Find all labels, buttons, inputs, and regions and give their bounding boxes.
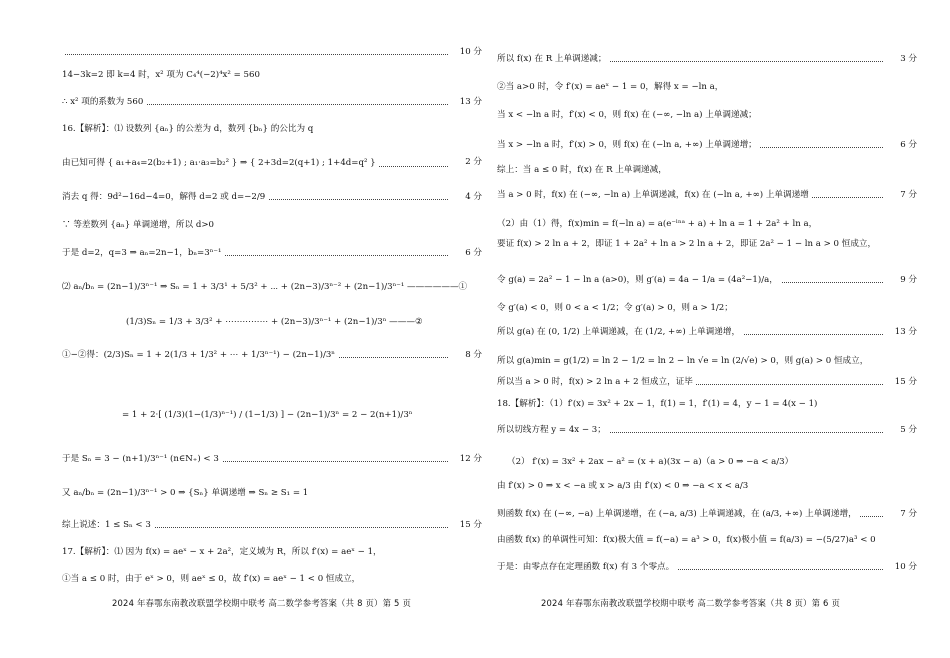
line-text: 于是 d=2，q=3 ⇒ aₙ=2n−1，bₙ=3ⁿ⁻¹ xyxy=(62,248,224,258)
score-line xyxy=(62,348,482,362)
score-line xyxy=(62,190,482,204)
text-line xyxy=(497,533,917,547)
text-line xyxy=(497,217,917,231)
score-line xyxy=(497,507,917,521)
score-label: 8 分 xyxy=(465,350,482,360)
line-text: 所以 g(a)min = g(1/2) = ln 2 − 1/2 = ln 2 − ln √e = ln (2/√e) > 0，则 g(a) > 0 恒成立， xyxy=(497,356,871,366)
line-text: ②当 a>0 时，令 f′(x) = aeˣ − 1 = 0，解得 x = −ln a， xyxy=(497,82,726,92)
line-text: ∴ x² 项的系数为 560 xyxy=(62,97,146,107)
page-footer-right: 2024 年春鄂东南教改联盟学校期中联考 高二数学参考答案（共 8 页）第 6 页 xyxy=(541,598,841,608)
line-text: 所以当 a > 0 时，f(x) > 2 ln a + 2 恒成立，证毕 xyxy=(497,377,696,387)
text-line xyxy=(497,108,917,122)
score-line xyxy=(497,188,917,202)
line-text: 又 aₙ/bₙ = (2n−1)/3ⁿ⁻¹ > 0 ⇒ {Sₙ} 单调递增 ⇒ Sₙ ≥ S₁ = 1 xyxy=(62,488,311,498)
score-line xyxy=(62,452,482,466)
score-line xyxy=(497,560,917,574)
equation-line xyxy=(62,315,482,329)
line-text: 所以切线方程 y = 4x − 3； xyxy=(497,425,609,435)
score-label: 2 分 xyxy=(465,157,482,167)
line-text: 消去 q 得：9d²−16d−4=0，解得 d=2 或 d=−2/9 xyxy=(62,192,268,202)
line-text: 由 f′(x) > 0 ⇒ x < −a 或 x > a/3 由 f′(x) < 0 ⇒ −a < x < a/3 xyxy=(497,481,751,491)
score-line xyxy=(62,95,482,109)
text-line xyxy=(497,479,917,493)
line-text: (1/3)Sₙ = 1/3 + 3/3² + ⋯⋯⋯⋯⋯ + (2n−3)/3ⁿ⁻¹ + (2n−1)/3ⁿ ———② xyxy=(126,317,426,327)
line-text: ①当 a ≤ 0 时，由于 eˣ > 0，则 aeˣ ≤ 0，故 f′(x) = aeˣ − 1 < 0 恒成立， xyxy=(62,574,363,584)
page-footer-left: 2024 年春鄂东南教改联盟学校期中联考 高二数学参考答案（共 8 页）第 5 页 xyxy=(112,598,412,608)
line-text: 综上：当 a ≤ 0 时，f(x) 在 R 上单调递减， xyxy=(497,165,670,175)
score-line xyxy=(62,45,482,59)
solution-heading xyxy=(62,122,482,136)
score-label: 15 分 xyxy=(894,377,917,387)
text-line xyxy=(62,572,482,586)
score-label: 3 分 xyxy=(900,54,917,64)
score-line xyxy=(497,423,917,437)
equation-line xyxy=(62,280,482,294)
score-line xyxy=(62,155,482,171)
score-label: 7 分 xyxy=(900,190,917,200)
score-line xyxy=(497,273,917,287)
left-column xyxy=(62,0,482,658)
line-text: 14−3k=2 即 k=4 时，x² 项为 C₄⁴(−2)⁴x² = 560 xyxy=(62,70,263,80)
right-column xyxy=(497,0,917,658)
equation-line xyxy=(62,408,482,422)
line-text: 当 a > 0 时，f(x) 在 (−∞, −ln a) 上单调递减，f(x) 在 (−ln a, +∞) 上单调递增 xyxy=(497,190,812,200)
text-line xyxy=(497,354,917,368)
score-label: 10 分 xyxy=(894,562,917,572)
line-text: 综上说述：1 ≤ Sₙ < 3 xyxy=(62,520,154,530)
line-text: 令 g(a) = 2a² − 1 − ln a (a>0)，则 g′(a) = 4a − 1/a = (4a²−1)/a， xyxy=(497,275,781,285)
line-text: 于是 Sₙ = 3 − (n+1)/3ⁿ⁻¹ (n∈N₊) < 3 xyxy=(62,454,222,464)
score-label: 6 分 xyxy=(465,248,482,258)
solution-heading xyxy=(497,397,917,411)
solution-heading xyxy=(62,545,482,559)
line-text: 所以 g(a) 在 (0, 1/2) 上单调递减，在 (1/2, +∞) 上单调递增， xyxy=(497,327,743,337)
score-label: 10 分 xyxy=(459,47,482,57)
line-text: 18.【解析】：（1）f′(x) = 3x² + 2x − 1，f(1) = 1，f′(1) = 4，y − 1 = 4(x − 1) xyxy=(497,399,820,409)
line-text: 于是：由零点存在定理函数 f(x) 有 3 个零点。 xyxy=(497,562,677,572)
score-label: 7 分 xyxy=(900,509,917,519)
line-text: 则函数 f(x) 在 (−∞, −a) 上单调递增，在 (−a, a/3) 上单调递减，在 (a/3, +∞) 上单调递增， xyxy=(497,509,860,519)
score-line xyxy=(62,246,482,260)
score-line xyxy=(497,52,917,66)
line-text: 16.【解析】：⑴ 设数列 {aₙ} 的公差为 d，数列 {bₙ} 的公比为 q xyxy=(62,124,316,134)
equation-line xyxy=(497,455,917,469)
text-line xyxy=(497,301,917,315)
score-line xyxy=(62,518,482,532)
line-text: （2） f′(x) = 3x² + 2ax − a² = (x + a)(3x − a)（a > 0 ⇒ −a < a/3） xyxy=(507,457,796,467)
line-text: （2）由（1）得，f(x)min = f(−ln a) = a(e⁻ˡⁿᵃ + a) + ln a = 1 + 2a² + ln a， xyxy=(497,219,820,229)
score-label: 13 分 xyxy=(894,327,917,337)
score-label: 4 分 xyxy=(465,192,482,202)
line-text: 由函数 f(x) 的单调性可知：f(x)极大值 = f(−a) = a³ > 0，f(x)极小值 = f(a/3) = −(5/27)a³ < 0 xyxy=(497,535,879,545)
score-label: 6 分 xyxy=(900,140,917,150)
score-line xyxy=(497,138,917,152)
score-label: 9 分 xyxy=(900,275,917,285)
line-text: 当 x < −ln a 时，f′(x) < 0，则 f(x) 在 (−∞, −ln a) 上单调递减； xyxy=(497,110,760,120)
line-text: ⑵ aₙ/bₙ = (2n−1)/3ⁿ⁻¹ ⇒ Sₙ = 1 + 3/3¹ + 5/3² + ⋯ + (2n−3)/3ⁿ⁻² + (2n−1)/3ⁿ⁻¹ ——————① xyxy=(62,282,470,292)
score-label: 5 分 xyxy=(900,425,917,435)
line-text: 要证 f(x) > 2 ln a + 2，即证 1 + 2a² + ln a > 2 ln a + 2，即证 2a² − 1 − ln a > 0 恒成立， xyxy=(497,239,879,249)
line-text: 由已知可得 { a₁+a₄=2(b₂+1) ; a₁·a₃=b₂² } ⇒ { 2+3d=2(q+1) ; 1+4d=q² } xyxy=(62,158,379,168)
line-text: 所以 f(x) 在 R 上单调递减； xyxy=(497,54,609,64)
text-line xyxy=(62,218,482,232)
line-text: = 1 + 2·[ (1/3)(1−(1/3)ⁿ⁻¹) / (1−1/3) ] − (2n−1)/3ⁿ = 2 − 2(n+1)/3ⁿ xyxy=(122,410,416,420)
score-label: 15 分 xyxy=(459,520,482,530)
line-text: 17.【解析】：⑴ 因为 f(x) = aeˣ − x + 2a²，定义域为 R，所以 f′(x) = aeˣ − 1， xyxy=(62,547,385,557)
line-text: ∵ 等差数列 {aₙ} 单调递增，所以 d>0 xyxy=(62,220,217,230)
text-line xyxy=(497,163,917,177)
text-line xyxy=(62,486,482,500)
score-label: 13 分 xyxy=(459,97,482,107)
text-line xyxy=(497,80,917,94)
score-line xyxy=(497,375,917,389)
score-line xyxy=(497,325,917,339)
text-line xyxy=(497,237,917,251)
line-text xyxy=(62,47,65,57)
line-text: ①−②得：(2/3)Sₙ = 1 + 2(1/3 + 1/3² + ⋯ + 1/3ⁿ⁻¹) − (2n−1)/3ⁿ xyxy=(62,350,338,360)
score-label: 12 分 xyxy=(459,454,482,464)
text-line xyxy=(62,68,482,82)
line-text: 令 g′(a) < 0，则 0 < a < 1/2；令 g′(a) > 0，则 a > 1/2； xyxy=(497,303,736,313)
line-text: 当 x > −ln a 时，f′(x) > 0，则 f(x) 在 (−ln a, +∞) 上单调递增； xyxy=(497,140,760,150)
